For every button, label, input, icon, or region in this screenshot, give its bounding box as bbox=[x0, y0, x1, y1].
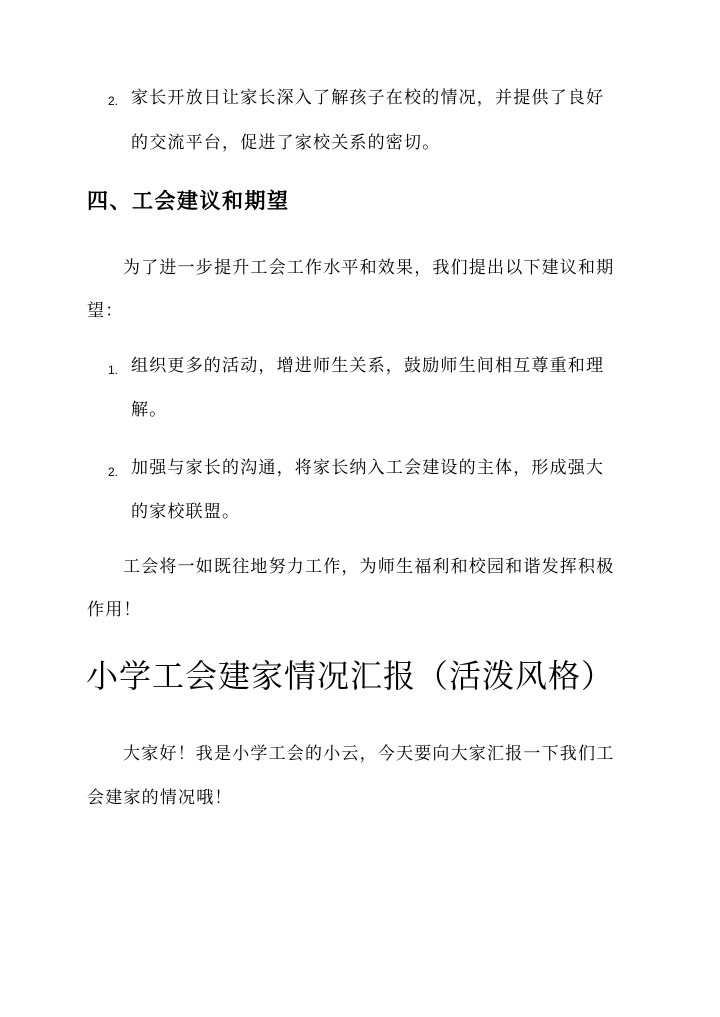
paragraph-text-continued: 作用！ bbox=[87, 600, 142, 620]
list-item-number: 1. bbox=[108, 363, 119, 377]
list-item-text: 组织更多的活动，增进师生关系，鼓励师生间相互尊重和理 bbox=[131, 356, 605, 376]
paragraph-text-continued: 会建家的情况哦！ bbox=[87, 788, 233, 808]
list-item-text: 加强与家长的沟通，将家长纳入工会建设的主体，形成强大 bbox=[131, 458, 605, 478]
list-item-number: 2. bbox=[108, 94, 119, 108]
list-item-number: 2. bbox=[108, 465, 119, 479]
paragraph-text-continued: 望： bbox=[87, 301, 124, 321]
list-item-text: 家长开放日让家长深入了解孩子在校的情况，并提供了良好 bbox=[131, 88, 605, 108]
report-title: 小学工会建家情况汇报（活泼风格） bbox=[86, 657, 615, 695]
list-item-text-continued: 解。 bbox=[131, 400, 168, 420]
paragraph-text: 为了进一步提升工会工作水平和效果，我们提出以下建议和期 bbox=[123, 258, 615, 278]
paragraph-text: 大家好！我是小学工会的小云，今天要向大家汇报一下我们工 bbox=[123, 744, 615, 764]
paragraph-text: 工会将一如既往地努力工作，为师生福利和校园和谐发挥积极 bbox=[123, 557, 615, 577]
list-item-text-continued: 的家校联盟。 bbox=[131, 502, 241, 522]
list-item-text-continued: 的交流平台，促进了家校关系的密切。 bbox=[131, 133, 441, 153]
section-heading: 四、工会建议和期望 bbox=[87, 188, 290, 213]
